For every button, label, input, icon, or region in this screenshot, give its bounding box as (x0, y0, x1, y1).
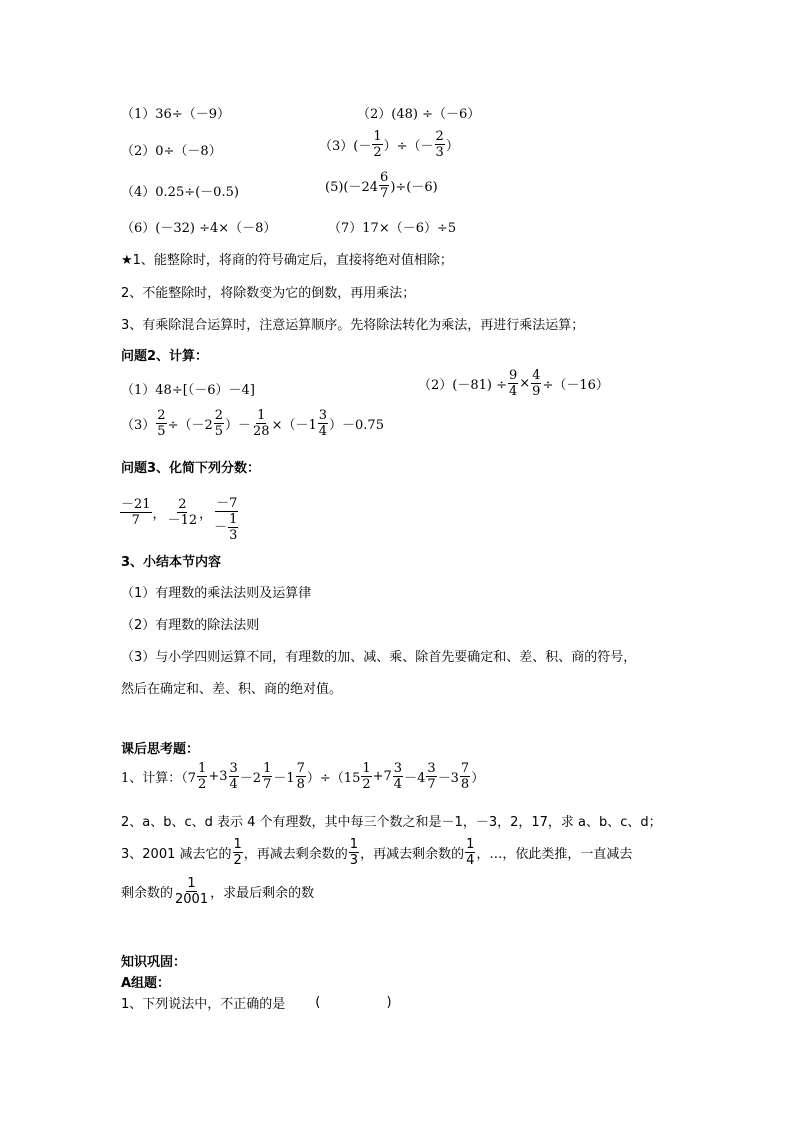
text: ）－0.75 (329, 418, 384, 433)
fraction: $\frac{-21}{7}$ (121, 497, 151, 528)
text: ×（－1 (271, 418, 317, 433)
summary-item-1: （1）有理数的乘法法则及运算律 (121, 586, 312, 601)
fraction: $\frac{2}{-12}$ (167, 497, 198, 528)
q3-fractions (119, 483, 241, 542)
group-a-heading: A组题： (121, 976, 171, 991)
exercise-5: （4）0.25÷(－0.5) (121, 185, 239, 200)
text: ）÷（－ (383, 139, 434, 154)
text: (5)(－24 (325, 180, 379, 195)
q2-part3 (121, 409, 384, 438)
fraction: $\frac{6}{7}$ (380, 170, 389, 201)
exercise-2: （2）(48) ÷（－6） (357, 107, 481, 122)
exercise-1: （1）36÷（－9） (121, 107, 230, 122)
text: ）－ (225, 418, 252, 433)
summary-item-4: 然后在确定和、差、积、商的绝对值。 (121, 682, 343, 697)
homework-2: 2、a、b、c、d 表示 4 个有理数，其中每三个数之和是－1，－3，2，17，求 a、b、c、d； (121, 815, 662, 830)
fraction: $\frac{2}{3}$ (435, 129, 444, 160)
answer-blank[interactable]: ( ) (315, 995, 392, 1010)
homework-heading: 课后思考题： (121, 742, 200, 757)
text: （2）(－81) ÷ (418, 378, 507, 393)
summary-item-2: （2）有理数的除法法则 (121, 618, 260, 633)
exercise-4 (319, 130, 459, 159)
exercise-6 (325, 171, 438, 200)
text: （3）(－ (319, 139, 372, 154)
fraction: $\frac{9}{4}$ (508, 368, 518, 399)
fraction: $\frac{4}{9}$ (532, 368, 541, 399)
exercise-8: （7）17×（－6）÷5 (328, 221, 457, 236)
homework-3: 3、2001 减去它的 $\frac{1}{2}$ ，再减去剩余数的 $\frac{1}{3}$ ，再减去剩余数的 $\frac{1}{4}$ ，…，依此类推，一直减去 (121, 837, 633, 868)
q2-heading: 问题2、计算： (121, 349, 209, 364)
fraction: $\frac{1}{28}$ (253, 408, 270, 439)
text: ） (445, 139, 459, 154)
consolidate-q1: 1、下列说法中，不正确的是 ( ) (121, 995, 392, 1012)
q2-part1: （1）48÷[（－6）－4] (121, 383, 255, 398)
q2-part2 (418, 369, 609, 398)
text: × (519, 376, 531, 391)
text: ÷（－2 (167, 418, 213, 433)
text: ， (152, 507, 166, 522)
text: （3） (121, 418, 156, 433)
summary-heading: 3、小结本节内容 (121, 555, 222, 570)
consolidate-heading: 知识巩固： (121, 955, 187, 970)
fraction: $\frac{1}{2}$ (373, 129, 382, 160)
text: )÷(－6) (390, 180, 438, 195)
exercise-3: （2）0÷（－8） (121, 144, 222, 159)
fraction: $\frac{2}{5}$ (157, 408, 166, 439)
q3-heading: 问题3、化简下列分数： (121, 461, 261, 476)
complex-fraction: －7 － $\frac{1}{3}$ (214, 496, 238, 543)
text: ÷（－16） (542, 378, 609, 393)
homework-3-cont: 剩余数的 $\frac{1}{2001}$ ，求最后剩余的数 (121, 876, 315, 907)
summary-item-3: （3）与小学四则运算不同，有理数的加、减、乘、除首先要确定和、差、积、商的符号， (121, 650, 637, 665)
fraction: $\frac{3}{4}$ (318, 408, 328, 439)
tip-3: 3、有乘除混合运算时，注意运算顺序。先将除法转化为乘法，再进行乘法运算； (121, 318, 585, 333)
tip-2: 2、不能整除时，将除数变为它的倒数，再用乘法； (121, 286, 416, 301)
tip-1: ★1、能整除时，将商的符号确定后，直接将绝对值相除； (121, 253, 453, 268)
fraction: $\frac{2}{5}$ (214, 408, 224, 439)
exercise-7: （6）(－32) ÷4×（－8） (121, 221, 277, 236)
text: ， (199, 507, 213, 522)
homework-1: 1、计算：（7 $\frac{1}{2}$ +3 $\frac{3}{4}$ －2 $\frac{1}{7}$ －1 $\frac{7}{8}$ ）÷（15 $\frac{1}{2}$ +7 $\frac{3}{4}$ －4 $\frac{3}{7}$ －3 $\frac{7}{8}$ ） (121, 761, 485, 792)
